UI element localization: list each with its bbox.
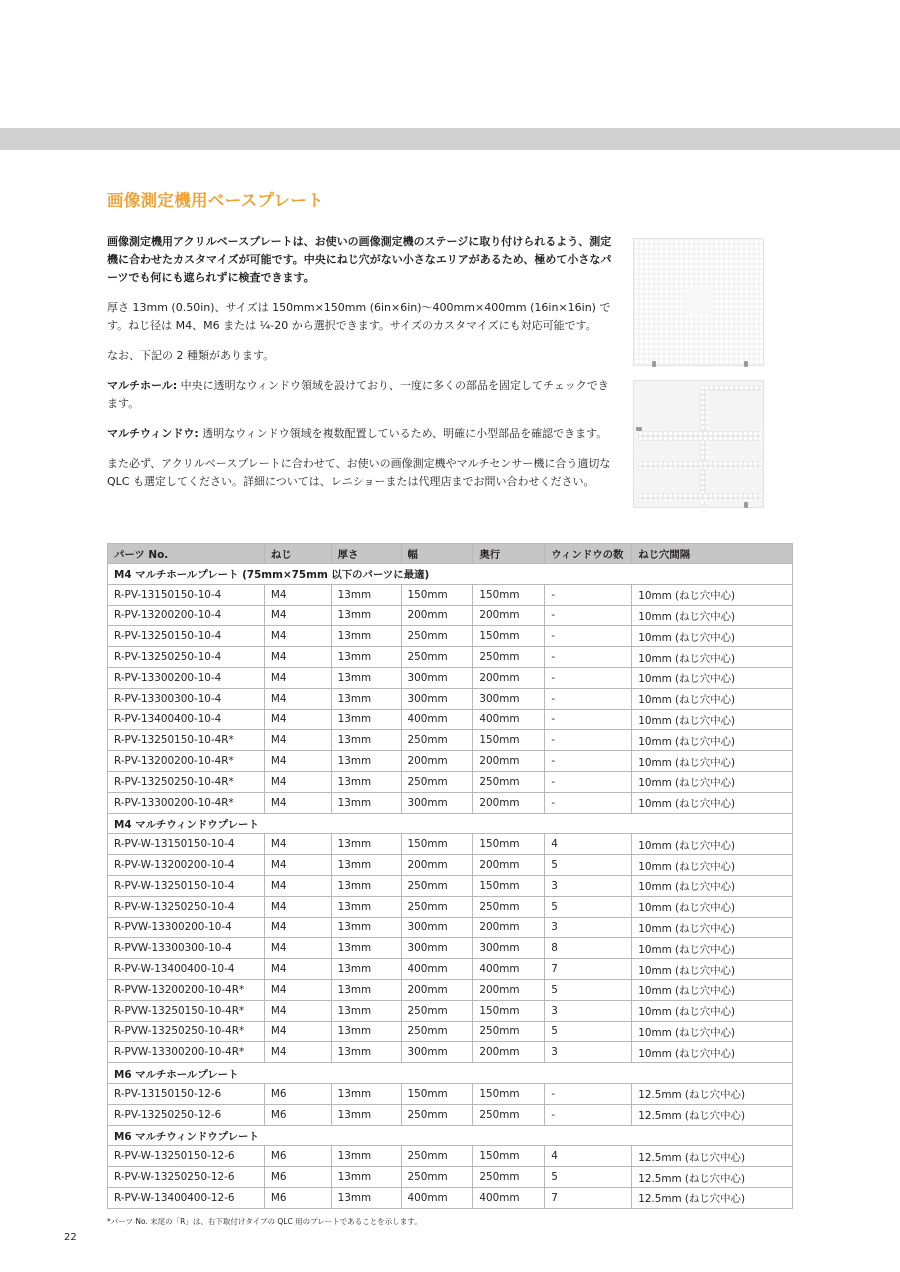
table-cell: 150mm [473, 730, 545, 751]
table-cell: M4 [264, 1021, 331, 1042]
table-cell: 10mm (ねじ穴中心) [632, 1000, 793, 1021]
table-cell: - [545, 1083, 632, 1104]
multihole-text: 中央に透明なウィンドウ領域を設けており、一度に多くの部品を固定してチェックできます。 [107, 379, 609, 410]
table-cell: 5 [545, 1167, 632, 1188]
table-cell: 250mm [473, 647, 545, 668]
multiwindow-text: 透明なウィンドウ領域を複数配置しているため、明確に小型部品を確認できます。 [198, 427, 608, 440]
table-row [108, 647, 793, 668]
section-row [108, 1125, 793, 1146]
table-cell: 10mm (ねじ穴中心) [632, 875, 793, 896]
table-cell: 150mm [473, 1146, 545, 1167]
section-title: M6 マルチホールプレート [108, 1063, 793, 1084]
table-cell: M4 [264, 979, 331, 1000]
table-cell: R-PV-13300200-10-4R* [108, 792, 265, 813]
table-cell: 400mm [401, 959, 473, 980]
table-cell: R-PVW-13250250-10-4R* [108, 1021, 265, 1042]
table-cell: R-PV-W-13400400-10-4 [108, 959, 265, 980]
table-cell: 10mm (ねじ穴中心) [632, 688, 793, 709]
table-cell: 400mm [401, 1187, 473, 1208]
table-cell: 13mm [331, 1187, 401, 1208]
table-row [108, 1083, 793, 1104]
table-cell: 13mm [331, 1042, 401, 1063]
table-cell: - [545, 709, 632, 730]
table-row [108, 688, 793, 709]
table-cell: 13mm [331, 1021, 401, 1042]
hole-strip [638, 431, 761, 441]
table-cell: R-PV-W-13400400-12-6 [108, 1187, 265, 1208]
table-cell: 3 [545, 1042, 632, 1063]
table-cell: 13mm [331, 1167, 401, 1188]
hole-strip [700, 385, 708, 505]
table-cell: 250mm [401, 1146, 473, 1167]
table-cell: 10mm (ねじ穴中心) [632, 730, 793, 751]
table-cell: M4 [264, 709, 331, 730]
table-cell: 10mm (ねじ穴中心) [632, 792, 793, 813]
table-cell: 300mm [401, 667, 473, 688]
table-cell: R-PVW-13300200-10-4R* [108, 1042, 265, 1063]
table-cell: 10mm (ねじ穴中心) [632, 896, 793, 917]
qlc-note: また必ず、アクリルベースプレートに合わせて、お使いの画像測定機やマルチセンサー機に合う適切な QLC も選定してください。詳細については、レニショーまたは代理店までお問い合わせください。 [107, 457, 611, 488]
table-cell: M4 [264, 917, 331, 938]
table-cell: 10mm (ねじ穴中心) [632, 667, 793, 688]
table-cell: R-PVW-13200200-10-4R* [108, 979, 265, 1000]
table-cell: 13mm [331, 771, 401, 792]
table-cell: R-PV-W-13200200-10-4 [108, 855, 265, 876]
clear-window-area [686, 289, 712, 315]
table-cell: 300mm [473, 938, 545, 959]
table-cell: 10mm (ねじ穴中心) [632, 626, 793, 647]
table-cell: M4 [264, 584, 331, 605]
column-header: ねじ穴間隔 [632, 544, 793, 564]
header-band [0, 128, 900, 150]
table-cell: 13mm [331, 605, 401, 626]
section-title: M4 マルチウィンドウプレート [108, 813, 793, 834]
table-cell: M4 [264, 792, 331, 813]
table-cell: M6 [264, 1104, 331, 1125]
table-cell: 13mm [331, 1083, 401, 1104]
table-cell: 4 [545, 834, 632, 855]
mounting-peg [636, 427, 642, 431]
table-cell: R-PV-13250250-10-4R* [108, 771, 265, 792]
table-cell: 400mm [473, 1187, 545, 1208]
multihole-description [107, 377, 612, 413]
section-row [108, 1063, 793, 1084]
table-cell: 13mm [331, 584, 401, 605]
table-cell: 5 [545, 855, 632, 876]
table-cell: 10mm (ねじ穴中心) [632, 771, 793, 792]
page-title: 画像測定機用ベースプレート [107, 191, 324, 210]
table-cell: M6 [264, 1083, 331, 1104]
table-cell: 10mm (ねじ穴中心) [632, 709, 793, 730]
table-cell: R-PV-13200200-10-4 [108, 605, 265, 626]
table-cell: M4 [264, 1000, 331, 1021]
table-cell: R-PV-W-13250150-12-6 [108, 1146, 265, 1167]
table-cell: 300mm [401, 688, 473, 709]
table-row [108, 1146, 793, 1167]
table-cell: M4 [264, 605, 331, 626]
table-cell: 13mm [331, 751, 401, 772]
multihole-plate-image [633, 238, 764, 366]
table-cell: R-PV-13150150-12-6 [108, 1083, 265, 1104]
table-cell: 13mm [331, 647, 401, 668]
table-cell: 150mm [473, 875, 545, 896]
table-cell: 150mm [401, 834, 473, 855]
table-cell: 400mm [473, 709, 545, 730]
intro-spec: 厚さ 13mm (0.50in)、サイズは 150mm×150mm (6in×6in)～400mm×400mm (16in×16in) です。ねじ径は M4、M6 または ¼-20 から選択できます。サイズのカスタマイズにも対応可能です。 [107, 301, 611, 332]
multihole-label: マルチホール: [107, 379, 178, 392]
table-cell: 150mm [473, 834, 545, 855]
table-cell: R-PV-W-13250250-12-6 [108, 1167, 265, 1188]
table-row [108, 605, 793, 626]
table-cell: 250mm [401, 626, 473, 647]
table-cell: - [545, 730, 632, 751]
table-cell: 5 [545, 896, 632, 917]
table-row [108, 1187, 793, 1208]
table-row [108, 875, 793, 896]
table-cell: 10mm (ねじ穴中心) [632, 855, 793, 876]
column-header: 幅 [401, 544, 473, 564]
table-cell: 13mm [331, 792, 401, 813]
table-cell: 8 [545, 938, 632, 959]
table-cell: 10mm (ねじ穴中心) [632, 584, 793, 605]
multiwindow-description [107, 425, 612, 443]
mounting-peg [652, 361, 656, 367]
column-header: ねじ [264, 544, 331, 564]
section-title: M4 マルチホールプレート (75mm×75mm 以下のパーツに最適) [108, 564, 793, 585]
table-cell: M4 [264, 855, 331, 876]
column-header: パーツ No. [108, 544, 265, 564]
table-cell: 250mm [473, 1167, 545, 1188]
table-row [108, 1000, 793, 1021]
table-cell: 150mm [473, 1083, 545, 1104]
table-row [108, 751, 793, 772]
table-cell: 250mm [401, 730, 473, 751]
table-cell: 10mm (ねじ穴中心) [632, 751, 793, 772]
table-cell: 5 [545, 1021, 632, 1042]
table-cell: R-PV-W-13150150-10-4 [108, 834, 265, 855]
table-cell: R-PV-13300300-10-4 [108, 688, 265, 709]
table-row [108, 979, 793, 1000]
table-cell: - [545, 751, 632, 772]
table-row [108, 626, 793, 647]
table-cell: 250mm [401, 896, 473, 917]
table-cell: 200mm [401, 751, 473, 772]
table-cell: - [545, 688, 632, 709]
table-row [108, 771, 793, 792]
section-row [108, 813, 793, 834]
table-cell: R-PVW-13250150-10-4R* [108, 1000, 265, 1021]
hole-strip [638, 493, 761, 501]
table-cell: - [545, 605, 632, 626]
table-cell: 13mm [331, 959, 401, 980]
table-row [108, 938, 793, 959]
table-header-row [108, 544, 793, 564]
table-cell: 200mm [401, 605, 473, 626]
table-cell: R-PV-13250150-10-4 [108, 626, 265, 647]
table-cell: 150mm [473, 584, 545, 605]
table-cell: 13mm [331, 709, 401, 730]
table-cell: 200mm [473, 792, 545, 813]
table-cell: 10mm (ねじ穴中心) [632, 959, 793, 980]
table-cell: R-PV-13200200-10-4R* [108, 751, 265, 772]
intro-lead: 画像測定機用アクリルベースプレートは、お使いの画像測定機のステージに取り付けられるよう、測定機に合わせたカスタマイズが可能です。中央にねじ穴がない小さなエリアがあるため、極めて小さなパーツでも何にも遮られずに検査できます。 [107, 235, 612, 284]
column-header: 奥行 [473, 544, 545, 564]
table-cell: R-PVW-13300200-10-4 [108, 917, 265, 938]
table-cell: 3 [545, 1000, 632, 1021]
table-cell: 200mm [401, 979, 473, 1000]
footnote: *パーツ No. 末尾の「R」は、右下取付けタイプの QLC 用のプレートであることを示します。 [107, 1217, 422, 1226]
table-cell: 250mm [401, 771, 473, 792]
table-cell: 13mm [331, 938, 401, 959]
table-cell: 12.5mm (ねじ穴中心) [632, 1104, 793, 1125]
table-row [108, 834, 793, 855]
table-cell: R-PV-13300200-10-4 [108, 667, 265, 688]
table-cell: 3 [545, 917, 632, 938]
table-cell: 200mm [473, 917, 545, 938]
table-cell: - [545, 667, 632, 688]
section-row [108, 564, 793, 585]
table-cell: 250mm [401, 1000, 473, 1021]
table-cell: 300mm [401, 938, 473, 959]
table-cell: 10mm (ねじ穴中心) [632, 1042, 793, 1063]
table-cell: 13mm [331, 667, 401, 688]
table-cell: M4 [264, 667, 331, 688]
table-cell: - [545, 771, 632, 792]
table-cell: M4 [264, 896, 331, 917]
table-cell: 250mm [401, 875, 473, 896]
table-cell: 10mm (ねじ穴中心) [632, 1021, 793, 1042]
table-cell: R-PV-13150150-10-4 [108, 584, 265, 605]
hole-strip [638, 461, 761, 469]
table-row [108, 792, 793, 813]
table-cell: 12.5mm (ねじ穴中心) [632, 1167, 793, 1188]
table-cell: R-PV-W-13250150-10-4 [108, 875, 265, 896]
table-cell: 12.5mm (ねじ穴中心) [632, 1083, 793, 1104]
section-title: M6 マルチウィンドウプレート [108, 1125, 793, 1146]
table-cell: M4 [264, 938, 331, 959]
table-row [108, 667, 793, 688]
table-row [108, 1021, 793, 1042]
table-cell: 150mm [401, 1083, 473, 1104]
table-cell: - [545, 626, 632, 647]
table-row [108, 1167, 793, 1188]
table-cell: 250mm [473, 1021, 545, 1042]
table-cell: - [545, 792, 632, 813]
table-cell: 10mm (ねじ穴中心) [632, 647, 793, 668]
table-row [108, 855, 793, 876]
table-cell: 250mm [401, 1104, 473, 1125]
table-cell: 150mm [473, 1000, 545, 1021]
table-cell: M6 [264, 1167, 331, 1188]
table-cell: R-PV-13250250-10-4 [108, 647, 265, 668]
hole-strip [704, 385, 761, 391]
table-cell: 250mm [473, 1104, 545, 1125]
table-cell: - [545, 647, 632, 668]
table-row [108, 584, 793, 605]
table-cell: R-PV-W-13250250-10-4 [108, 896, 265, 917]
table-row [108, 917, 793, 938]
table-cell: 250mm [473, 771, 545, 792]
table-cell: 13mm [331, 979, 401, 1000]
page-number: 22 [64, 1232, 77, 1243]
mounting-peg [744, 502, 748, 508]
table-cell: 300mm [401, 792, 473, 813]
table-cell: 10mm (ねじ穴中心) [632, 938, 793, 959]
table-row [108, 730, 793, 751]
table-cell: 13mm [331, 688, 401, 709]
table-cell: 200mm [473, 751, 545, 772]
table-cell: M4 [264, 730, 331, 751]
table-cell: 200mm [401, 855, 473, 876]
table-cell: 13mm [331, 730, 401, 751]
table-row [108, 959, 793, 980]
table-cell: 13mm [331, 1104, 401, 1125]
table-cell: 5 [545, 979, 632, 1000]
parts-table-body [108, 564, 793, 1209]
table-cell: M6 [264, 1146, 331, 1167]
table-cell: 4 [545, 1146, 632, 1167]
table-cell: - [545, 584, 632, 605]
table-cell: 250mm [473, 896, 545, 917]
table-cell: 13mm [331, 626, 401, 647]
table-cell: 13mm [331, 1000, 401, 1021]
table-cell: R-PV-13400400-10-4 [108, 709, 265, 730]
table-cell: M4 [264, 959, 331, 980]
table-cell: 13mm [331, 834, 401, 855]
table-cell: 10mm (ねじ穴中心) [632, 917, 793, 938]
table-cell: 7 [545, 1187, 632, 1208]
table-cell: M4 [264, 626, 331, 647]
table-cell: R-PV-13250150-10-4R* [108, 730, 265, 751]
table-cell: M4 [264, 647, 331, 668]
table-cell: M4 [264, 771, 331, 792]
table-cell: 12.5mm (ねじ穴中心) [632, 1146, 793, 1167]
table-cell: - [545, 1104, 632, 1125]
table-cell: 250mm [401, 647, 473, 668]
table-cell: 250mm [401, 1167, 473, 1188]
table-cell: 12.5mm (ねじ穴中心) [632, 1187, 793, 1208]
table-cell: M4 [264, 875, 331, 896]
multiwindow-label: マルチウィンドウ: [107, 427, 199, 440]
table-cell: 200mm [473, 1042, 545, 1063]
table-cell: 10mm (ねじ穴中心) [632, 834, 793, 855]
table-row [108, 1042, 793, 1063]
table-cell: 300mm [473, 688, 545, 709]
table-cell: 13mm [331, 917, 401, 938]
parts-table [107, 543, 793, 1209]
mounting-peg [744, 361, 748, 367]
table-cell: 150mm [401, 584, 473, 605]
table-cell: M4 [264, 834, 331, 855]
column-header: 厚さ [331, 544, 401, 564]
intro-text [107, 233, 612, 503]
table-cell: 400mm [401, 709, 473, 730]
table-row [108, 709, 793, 730]
table-cell: 200mm [473, 979, 545, 1000]
table-row [108, 896, 793, 917]
table-cell: M4 [264, 751, 331, 772]
table-cell: 10mm (ねじ穴中心) [632, 979, 793, 1000]
intro-types: なお、下記の 2 種類があります。 [107, 349, 275, 362]
table-cell: 13mm [331, 1146, 401, 1167]
table-cell: 250mm [401, 1021, 473, 1042]
table-cell: 300mm [401, 917, 473, 938]
table-cell: 7 [545, 959, 632, 980]
table-cell: R-PVW-13300300-10-4 [108, 938, 265, 959]
table-cell: M6 [264, 1187, 331, 1208]
multiwindow-plate-image [633, 380, 764, 508]
table-cell: 13mm [331, 896, 401, 917]
table-cell: 13mm [331, 855, 401, 876]
table-cell: 150mm [473, 626, 545, 647]
table-cell: 10mm (ねじ穴中心) [632, 605, 793, 626]
table-cell: R-PV-13250250-12-6 [108, 1104, 265, 1125]
table-cell: 400mm [473, 959, 545, 980]
table-cell: 13mm [331, 875, 401, 896]
table-cell: 200mm [473, 855, 545, 876]
table-cell: M4 [264, 1042, 331, 1063]
table-cell: 200mm [473, 667, 545, 688]
column-header: ウィンドウの数 [545, 544, 632, 564]
table-row [108, 1104, 793, 1125]
table-cell: M4 [264, 688, 331, 709]
table-cell: 3 [545, 875, 632, 896]
table-cell: 200mm [473, 605, 545, 626]
table-cell: 300mm [401, 1042, 473, 1063]
